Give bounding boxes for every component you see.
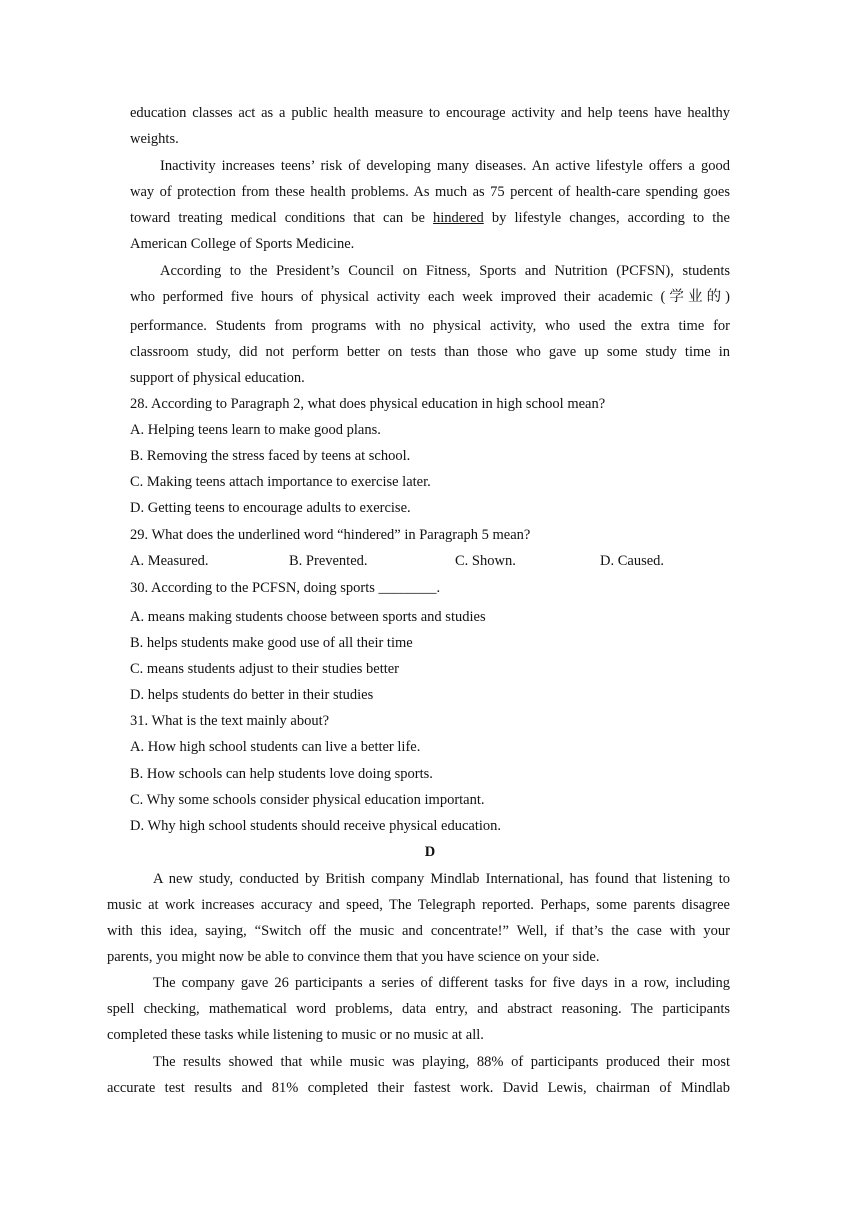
option-30-d: D. helps students do better in their studies — [130, 687, 374, 703]
paragraph-line: performance. Students from programs with no physical activity, who used the extra time for — [130, 318, 730, 334]
paragraph-line: A new study, conducted by British company Mindlab International, has found that listening to — [153, 871, 730, 887]
section-heading-d: D — [424, 844, 436, 860]
paragraph-line: education classes act as a public health measure to encourage activity and help teens have healthy — [130, 105, 730, 121]
text-segment: by lifestyle changes, according to the — [491, 210, 730, 226]
paragraph-line: American College of Sports Medicine. — [130, 236, 355, 252]
option-29-b: B. Prevented. — [289, 553, 368, 569]
text-segment: toward treating medical conditions that can be — [130, 210, 425, 226]
option-29-c: C. Shown. — [455, 553, 516, 569]
option-30-b: B. helps students make good use of all their time — [130, 635, 413, 651]
underlined-word-hindered: hindered — [433, 210, 484, 226]
paragraph-line: completed these tasks while listening to music or no music at all. — [107, 1027, 484, 1043]
question-stem-30: 30. According to the PCFSN, doing sports ________. — [130, 580, 441, 596]
paragraph-line — [130, 209, 730, 227]
question-stem-29: 29. What does the underlined word “hindered” in Paragraph 5 mean? — [130, 527, 531, 543]
paragraph-line: accurate test results and 81% completed their fastest work. David Lewis, chairman of Mindlab — [107, 1080, 730, 1096]
option-30-a: A. means making students choose between sports and studies — [130, 609, 486, 625]
paragraph-line: classroom study, did not perform better on tests than those who gave up some study time in — [130, 344, 730, 360]
paragraph-line: with this idea, saying, “Switch off the music and concentrate!” Well, if that’s the case with your — [107, 923, 730, 939]
paragraph-line: support of physical education. — [130, 370, 305, 386]
option-29-d: D. Caused. — [600, 553, 665, 569]
paragraph-line: spell checking, mathematical word problems, data entry, and abstract reasoning. The participants — [107, 1001, 730, 1017]
option-31-a: A. How high school students can live a better life. — [130, 739, 421, 755]
option-30-c: C. means students adjust to their studies better — [130, 661, 400, 677]
option-31-d: D. Why high school students should receive physical education. — [130, 818, 502, 834]
paragraph-line: music at work increases accuracy and speed, The Telegraph reported. Perhaps, some parents disagree — [107, 897, 730, 913]
paragraph-line: The company gave 26 participants a series of different tasks for five days in a row, including — [153, 975, 730, 991]
option-28-a: A. Helping teens learn to make good plans. — [130, 422, 381, 438]
option-31-c: C. Why some schools consider physical education important. — [130, 792, 485, 808]
option-29-a: A. Measured. — [130, 553, 209, 569]
option-28-d: D. Getting teens to encourage adults to exercise. — [130, 500, 411, 516]
option-28-b: B. Removing the stress faced by teens at school. — [130, 448, 411, 464]
paragraph-line: who performed five hours of physical activity each week improved their academic (学业的) — [130, 289, 730, 305]
paragraph-line: The results showed that while music was playing, 88% of participants produced their most — [153, 1054, 730, 1070]
option-28-c: C. Making teens attach importance to exercise later. — [130, 474, 431, 490]
paragraph-line: way of protection from these health problems. As much as 75 percent of health-care spending goes — [130, 184, 730, 200]
paragraph-line: weights. — [130, 131, 179, 147]
question-stem-31: 31. What is the text mainly about? — [130, 713, 330, 729]
option-31-b: B. How schools can help students love doing sports. — [130, 766, 433, 782]
paragraph-line: parents, you might now be able to convince them that you have science on your side. — [107, 949, 600, 965]
question-stem-28: 28. According to Paragraph 2, what does physical education in high school mean? — [130, 396, 606, 412]
paragraph-line: Inactivity increases teens’ risk of developing many diseases. An active lifestyle offers a good — [160, 158, 730, 174]
paragraph-line: According to the President’s Council on Fitness, Sports and Nutrition (PCFSN), students — [160, 263, 730, 279]
